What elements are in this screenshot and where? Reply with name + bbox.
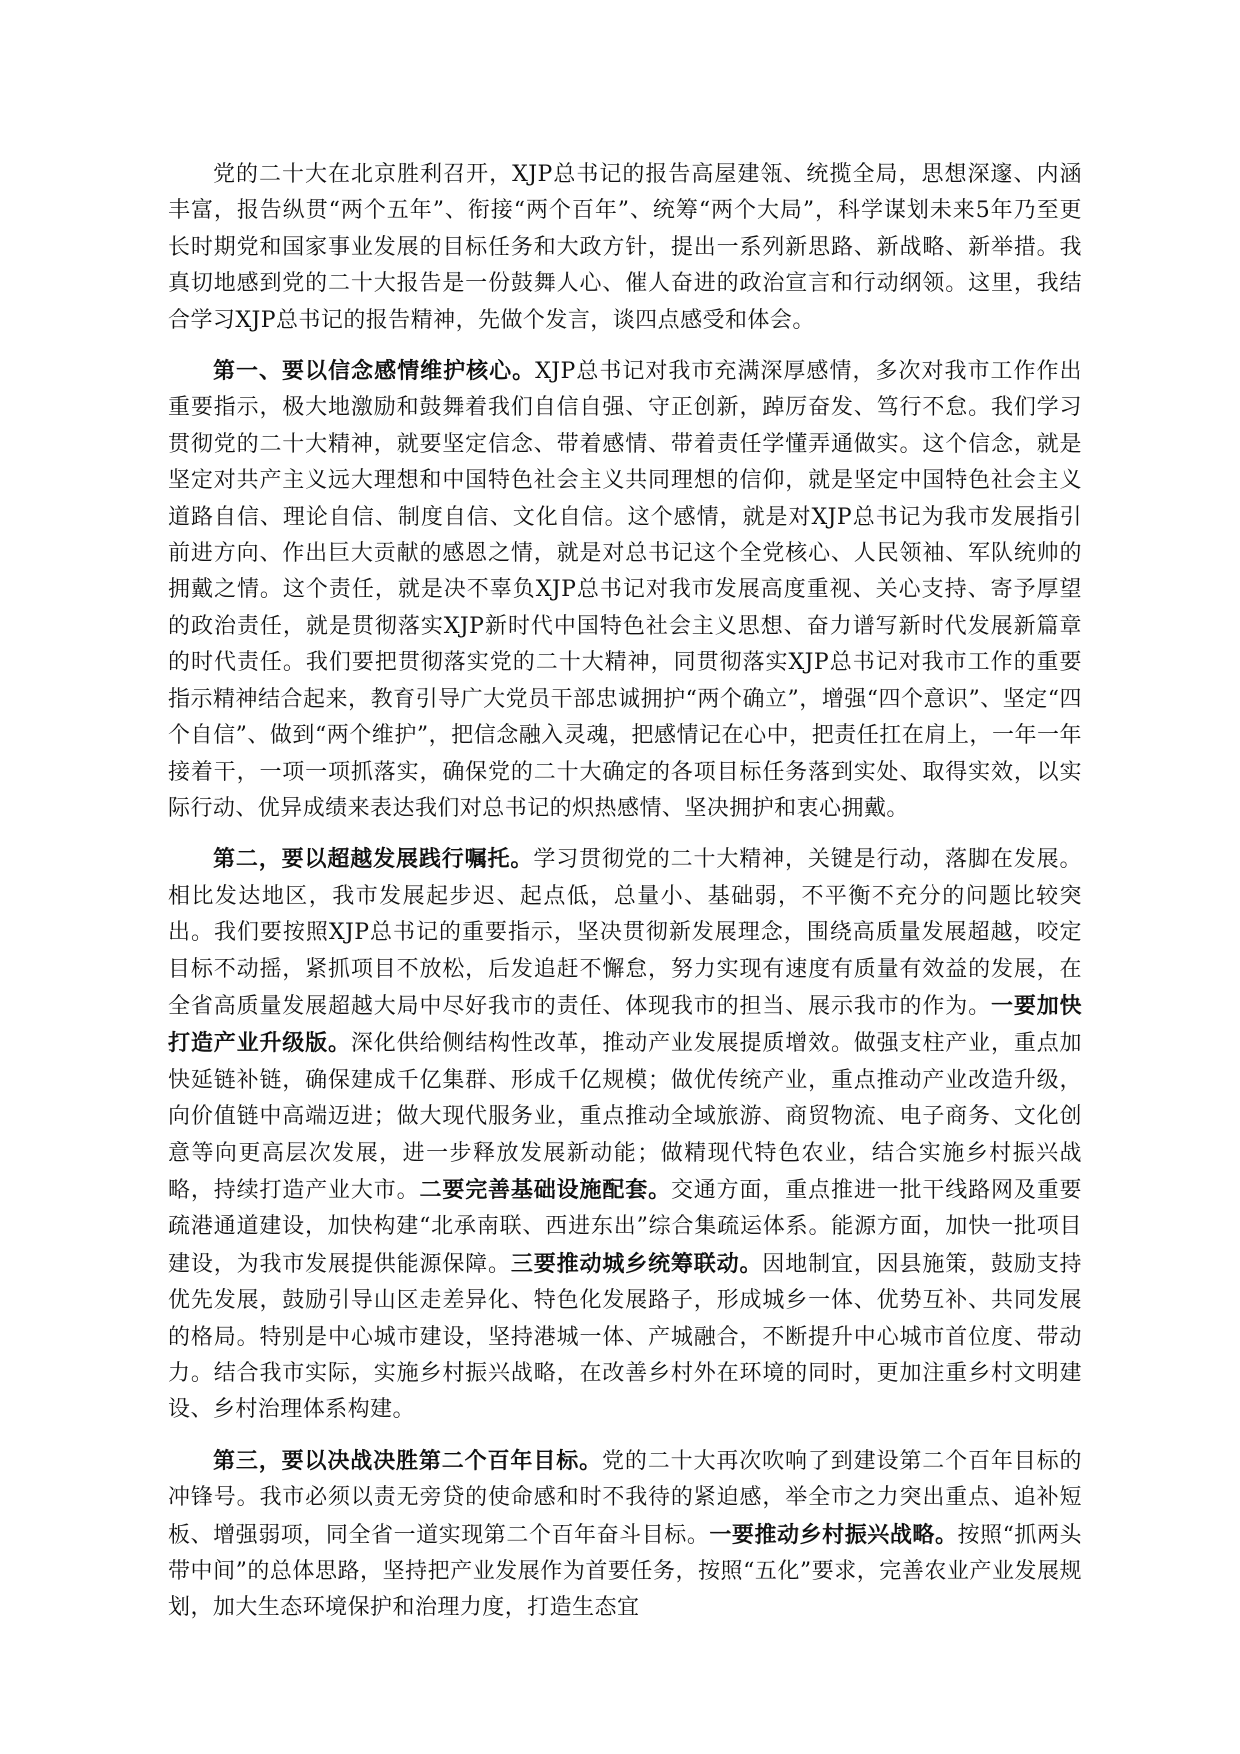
subpoint-heading: 二要完善基础设施配套。 [419, 1176, 671, 1203]
paragraph-section-3 [168, 1443, 1082, 1627]
section-heading: 第一、要以信念感情维护核心。 [213, 358, 536, 385]
paragraph-intro [168, 157, 1082, 339]
paragraph-text: 交通方面，重点推进一批干线路网及重要疏港通道建设，加快构建“北承南联、西进东出”综合集疏运体系。能源方面，加快一批项目建设，为我市发展提供能源保障。 [168, 1177, 1083, 1277]
paragraph-section-1 [168, 353, 1082, 827]
paragraph-text: 党的二十大在北京胜利召开，XJP总书记的报告高屋建瓴、统揽全局，思想深邃、内涵丰富，报告纵贯“两个五年”、衔接“两个百年”、统筹“两个大局”，科学谋划未来5年乃至更长时期党和国家事业发展的目标任务和大政方针，提出一系列新思路、新战略、新举措。我真切地感到党的二十大报告是一份鼓舞人心、催人奋进的政治宣言和行动纲领。这里，我结合学习XJP总书记的报告精神，先做个发言，谈四点感受和体会。 [168, 162, 1082, 333]
subpoint-heading: 一要推动乡村振兴战略。 [709, 1521, 958, 1548]
subpoint-heading: 三要推动城乡统筹联动。 [510, 1250, 763, 1277]
document-body [168, 157, 1082, 1641]
paragraph-text: 因地制宜，因县施策，鼓励支持优先发展，鼓励引导山区走差异化、特色化发展路子，形成城乡一体、优势互补、共同发展的格局。特别是中心城市建设，坚持港城一体、产城融合，不断提升中心城市首位度、带动力。结合我市实际，实施乡村振兴战略，在改善乡村外在环境的同时，更加注重乡村文明建设、乡村治理体系构建。 [168, 1251, 1082, 1423]
paragraph-text: XJP总书记对我市充满深厚感情，多次对我市工作作出重要指示，极大地激励和鼓舞着我们自信自强、守正创新，踔厉奋发、笃行不怠。我们学习贯彻党的二十大精神，就要坚定信念、带着感情、带着责任学懂弄通做实。这个信念，就是坚定对共产主义远大理想和中国特色社会主义共同理想的信仰，就是坚定中国特色社会主义道路自信、理论自信、制度自信、文化自信。这个感情，就是对XJP总书记为我市发展指引前进方向、作出巨大贡献的感恩之情，就是对总书记这个全党核心、人民领袖、军队统帅的拥戴之情。这个责任，就是决不辜负XJP总书记对我市发展高度重视、关心支持、寄予厚望的政治责任，就是贯彻落实XJP新时代中国特色社会主义思想、奋力谱写新时代发展新篇章的时代责任。我们要把贯彻落实党的二十大精神，同贯彻落实XJP总书记对我市工作的重要指示精神结合起来，教育引导广大党员干部忠诚拥护“两个确立”，增强“四个意识”、坚定“四个自信”、做到“两个维护”，把信念融入灵魂，把感情记在心中，把责任扛在肩上，一年一年接着干，一项一项抓落实，确保党的二十大确定的各项目标任务落到实处、取得实效，以实际行动、优异成绩来表达我们对总书记的炽热感情、坚决拥护和衷心拥戴。 [168, 359, 1082, 821]
subpoint-heading: 一要加快打造产业升级版。 [168, 992, 1082, 1057]
section-heading: 第三，要以决战决胜第二个百年目标。 [213, 1447, 602, 1474]
paragraph-section-2 [168, 841, 1082, 1429]
section-heading: 第二，要以超越发展践行嘱托。 [213, 846, 534, 873]
paragraph-text: 按照“抓两头带中间”的总体思路，坚持把产业发展作为首要任务，按照“五化”要求，完善农业产业发展规划，加大生态环境保护和治理力度，打造生态宜 [168, 1522, 1082, 1621]
paragraph-text: 学习贯彻党的二十大精神，关键是行动，落脚在发展。相比发达地区，我市发展起步迟、起点低，总量小、基础弱，不平衡不充分的问题比较突出。我们要按照XJP总书记的重要指示，坚决贯彻新发展理念，围绕高质量发展超越，咬定目标不动摇，紧抓项目不放松，后发追赶不懈怠，努力实现有速度有质量有效益的发展，在全省高质量发展超越大局中尽好我市的责任、体现我市的担当、展示我市的作为。 [168, 847, 1082, 1019]
paragraph-text: 深化供给侧结构性改革，推动产业发展提质增效。做强支柱产业，重点加快延链补链，确保建成千亿集群、形成千亿规模；做优传统产业，重点推动产业改造升级，向价值链中高端迈进；做大现代服务业，重点推动全域旅游、商贸物流、电子商务、文化创意等向更高层次发展，进一步释放发展新动能；做精现代特色农业，结合实施乡村振兴战略，持续打造产业大市。 [168, 1031, 1082, 1203]
paragraph-text: 党的二十大再次吹响了到建设第二个百年目标的冲锋号。我市必须以责无旁贷的使命感和时不我待的紧迫感，举全市之力突出重点、追补短板、增强弱项，同全省一道实现第二个百年奋斗目标。 [168, 1448, 1082, 1548]
